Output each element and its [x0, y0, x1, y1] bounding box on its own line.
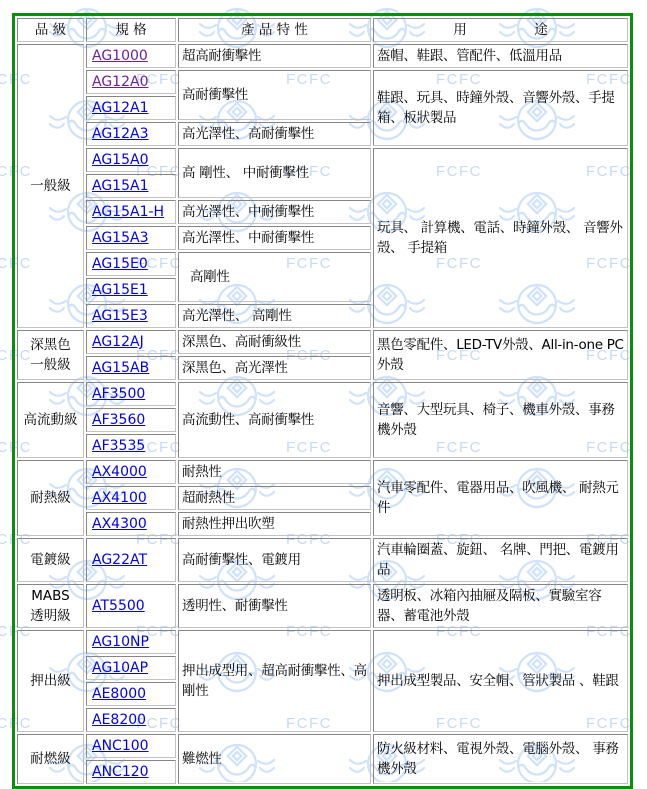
table-row	[17, 44, 628, 68]
grade-cell-plating: 電鍍級	[17, 538, 84, 582]
spec-link[interactable]: AX4000	[92, 464, 147, 480]
table-row	[17, 70, 628, 94]
spec-cell	[86, 486, 176, 510]
spec-cell	[86, 408, 176, 432]
feature-cell: 耐熱性押出吹塑	[178, 512, 371, 536]
table-row	[17, 382, 628, 406]
table-row	[17, 630, 628, 654]
spec-cell	[86, 682, 176, 706]
spec-link[interactable]: AG15A3	[92, 230, 149, 246]
spec-link[interactable]: AG22AT	[92, 552, 148, 568]
spec-cell	[86, 44, 176, 68]
table-row	[17, 734, 628, 758]
spec-link[interactable]: ANC100	[92, 738, 149, 754]
table-row	[17, 538, 628, 582]
spec-link[interactable]: AF3535	[92, 438, 146, 454]
use-cell: 玩具、 計算機、電話、時鐘外殼、 音響外殼、 手提箱	[373, 148, 628, 328]
spec-cell	[86, 304, 176, 328]
feature-cell: 高剛性	[178, 252, 371, 302]
feature-cell: 高耐衝擊性	[178, 70, 371, 120]
spec-link[interactable]: AG15A1-H	[92, 204, 165, 220]
spec-cell	[86, 70, 176, 94]
spec-link[interactable]: AX4300	[92, 516, 147, 532]
use-cell: 盔帽、鞋跟、管配件、低溫用品	[373, 44, 628, 68]
spec-link[interactable]: AG15A0	[92, 152, 149, 168]
grade-cell-extrusion: 押出級	[17, 630, 84, 732]
grade-label: 深黑色	[30, 337, 71, 353]
spec-cell	[86, 512, 176, 536]
feature-cell: 深黑色、高光澤性	[178, 356, 371, 380]
use-cell: 透明板、冰箱內抽屜及隔板、實驗室容器、蓄電池外殼	[373, 584, 628, 628]
spec-cell	[86, 356, 176, 380]
grade-label: 透明級	[30, 608, 71, 624]
feature-cell: 高 剛性、 中耐衝擊性	[178, 148, 371, 198]
spec-link[interactable]: AG15AB	[92, 360, 150, 376]
spec-cell	[86, 760, 176, 784]
spec-cell	[86, 278, 176, 302]
use-cell: 鞋跟、玩具、時鐘外殼、音響外殼、手提箱、板狀製品	[373, 70, 628, 146]
spec-link[interactable]: AG10NP	[92, 634, 149, 650]
feature-cell: 高耐衝擊性、電鍍用	[178, 538, 371, 582]
table-row	[17, 584, 628, 628]
spec-cell	[86, 734, 176, 758]
spec-link[interactable]: AF3560	[92, 412, 146, 428]
spec-link[interactable]: AE8000	[92, 686, 147, 702]
spec-cell	[86, 148, 176, 172]
feature-cell: 高光澤性、 高剛性	[178, 304, 371, 328]
use-cell: 防火級材料、電視外殼、電腦外殼、 事務機外殼	[373, 734, 628, 784]
feature-cell: 高光澤性、中耐衝擊性	[178, 226, 371, 250]
spec-cell	[86, 96, 176, 120]
spec-cell	[86, 708, 176, 732]
spec-cell	[86, 252, 176, 276]
feature-cell: 深黑色、高耐衝級性	[178, 330, 371, 354]
spec-link[interactable]: AT5500	[92, 598, 145, 614]
spec-link[interactable]: AX4100	[92, 490, 147, 506]
feature-cell: 難燃性	[178, 734, 371, 784]
spec-link[interactable]: AF3500	[92, 386, 146, 402]
header-row	[17, 18, 628, 42]
use-cell: 汽車輪圈蓋、旋鈕、 名牌、門把、電鍍用品	[373, 538, 628, 582]
spec-cell	[86, 584, 176, 628]
spec-link[interactable]: AG12A3	[92, 126, 149, 142]
feature-cell: 透明性、耐衝擊性	[178, 584, 371, 628]
table-row	[17, 330, 628, 354]
column-header-grade: 品 級	[17, 18, 84, 42]
feature-cell: 高流動性、高耐衝擊性	[178, 382, 371, 458]
feature-cell: 超耐熱性	[178, 486, 371, 510]
column-header-uses: 用 途	[373, 18, 628, 42]
spec-link[interactable]: AG15A1	[92, 178, 149, 194]
grade-cell-general: 一般級	[17, 44, 84, 328]
spec-cell	[86, 330, 176, 354]
table-row	[17, 460, 628, 484]
spec-cell	[86, 382, 176, 406]
feature-cell: 高光澤性、高耐衝擊性	[178, 122, 371, 146]
use-cell: 汽車零配件、電器用品、吹風機、 耐熱元件	[373, 460, 628, 536]
use-cell: 押出成型製品、安全帽、管狀製品 、鞋跟	[373, 630, 628, 732]
spec-link[interactable]: AG15E0	[92, 256, 148, 272]
spec-link[interactable]: AG15E1	[92, 282, 148, 298]
spec-cell	[86, 200, 176, 224]
product-grade-table	[12, 13, 633, 789]
use-cell: 音響、大型玩具、椅子、機車外殼、事務機外殼	[373, 382, 628, 458]
column-header-features: 產 品 特 性	[178, 18, 371, 42]
spec-cell	[86, 122, 176, 146]
grade-cell-mabs	[17, 584, 84, 628]
spec-cell	[86, 434, 176, 458]
column-header-spec: 規 格	[86, 18, 176, 42]
grade-cell-flame-retardant: 耐燃級	[17, 734, 84, 784]
spec-link[interactable]: AG12A0	[92, 74, 149, 90]
grade-cell-heat-resistant: 耐熱級	[17, 460, 84, 536]
spec-link[interactable]: AG12AJ	[92, 334, 144, 350]
feature-cell: 押出成型用、超高耐衝擊性、高剛性	[178, 630, 371, 732]
grade-label: 一般級	[30, 357, 71, 373]
spec-link[interactable]: AG12A1	[92, 100, 149, 116]
spec-cell	[86, 538, 176, 582]
grade-cell-dark-black	[17, 330, 84, 380]
spec-cell	[86, 630, 176, 654]
spec-link[interactable]: AG15E3	[92, 308, 148, 324]
spec-link[interactable]: AG1000	[92, 48, 148, 64]
grade-label: MABS	[31, 588, 70, 604]
spec-link[interactable]: AG10AP	[92, 660, 149, 676]
use-cell: 黑色零配件、LED-TV外殼、All-in-one PC外殼	[373, 330, 628, 380]
table-row	[17, 148, 628, 172]
spec-cell	[86, 174, 176, 198]
spec-cell	[86, 460, 176, 484]
spec-cell	[86, 226, 176, 250]
spec-link[interactable]: AE8200	[92, 712, 147, 728]
spec-cell	[86, 656, 176, 680]
grade-cell-high-flow: 高流動級	[17, 382, 84, 458]
feature-cell: 耐熱性	[178, 460, 371, 484]
feature-cell: 超高耐衝擊性	[178, 44, 371, 68]
spec-link[interactable]: ANC120	[92, 764, 149, 780]
feature-cell: 高光澤性、中耐衝擊性	[178, 200, 371, 224]
